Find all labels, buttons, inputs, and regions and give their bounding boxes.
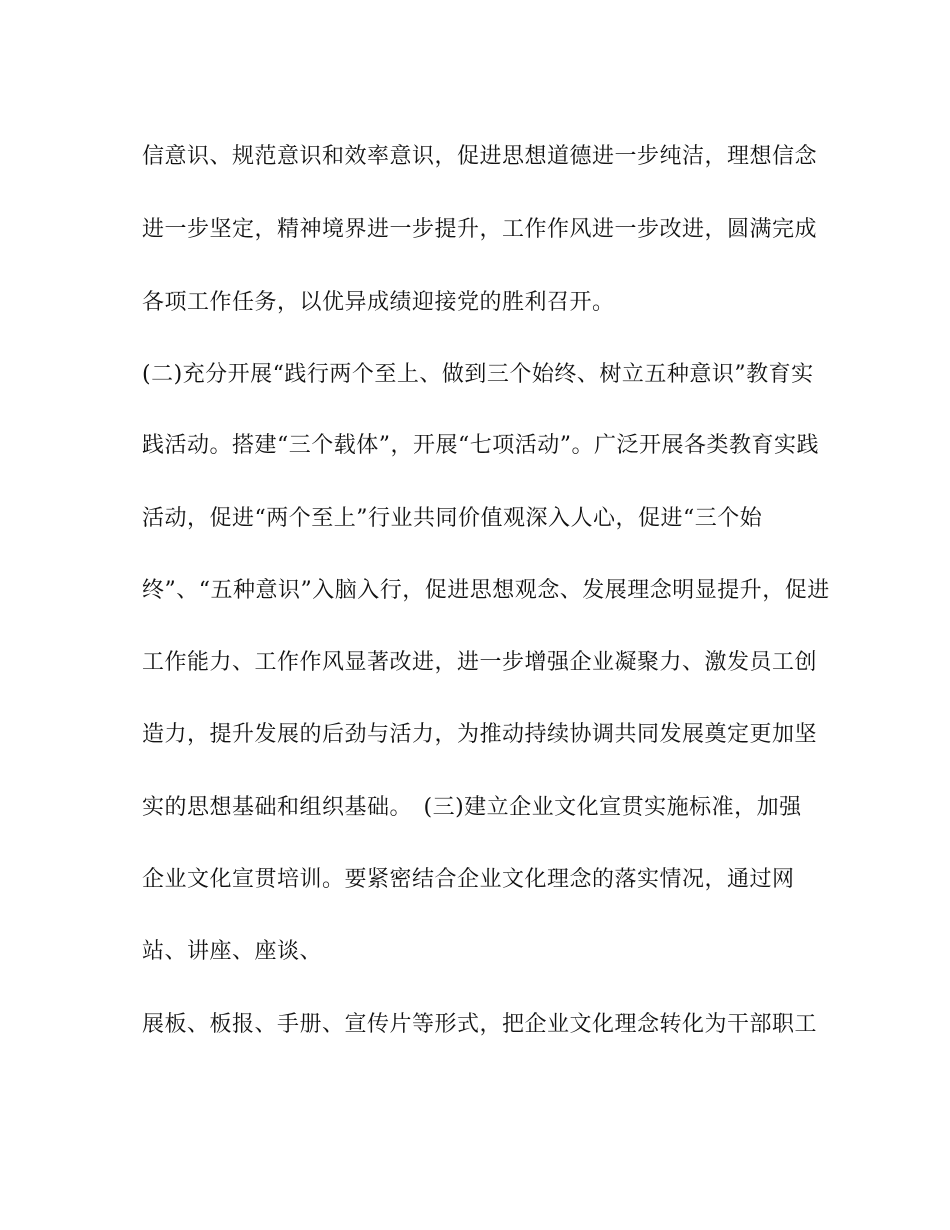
text-line: 造力，提升发展的后劲与活力，为推动持续协调共同发展奠定更加坚 (142, 722, 818, 747)
text-line: 践活动。搭建“三个载体”，开展“七项活动”。广泛开展各类教育实践 (142, 433, 819, 458)
text-line: 展板、板报、手册、宣传片等形式，把企业文化理念转化为干部职工 (142, 1012, 818, 1037)
text-line: 实的思想基础和组织基础。 (三)建立企业文化宣贯实施标准，加强 (142, 795, 802, 820)
text-line: 活动，促进“两个至上”行业共同价值观深入人心，促进“三个始 (142, 506, 763, 531)
text-line: 信意识、规范意识和效率意识，促进思想道德进一步纯洁，理想信念 (142, 144, 818, 169)
text-line: 进一步坚定，精神境界进一步提升，工作作风进一步改进，圆满完成 (142, 217, 818, 242)
text-line: 企业文化宣贯培训。要紧密结合企业文化理念的落实情况，通过网 (142, 867, 795, 892)
text-line: 工作能力、工作作风显著改进，进一步增强企业凝聚力、激发员工创 (142, 650, 818, 675)
text-line: 各项工作任务，以优异成绩迎接党的胜利召开。 (142, 290, 615, 315)
text-line: (二)充分开展“践行两个至上、做到三个始终、树立五种意识”教育实 (142, 362, 814, 387)
text-line: 站、讲座、座谈、 (142, 939, 323, 964)
text-line: 终”、“五种意识”入脑入行，促进思想观念、发展理念明显提升，促进 (142, 578, 830, 603)
